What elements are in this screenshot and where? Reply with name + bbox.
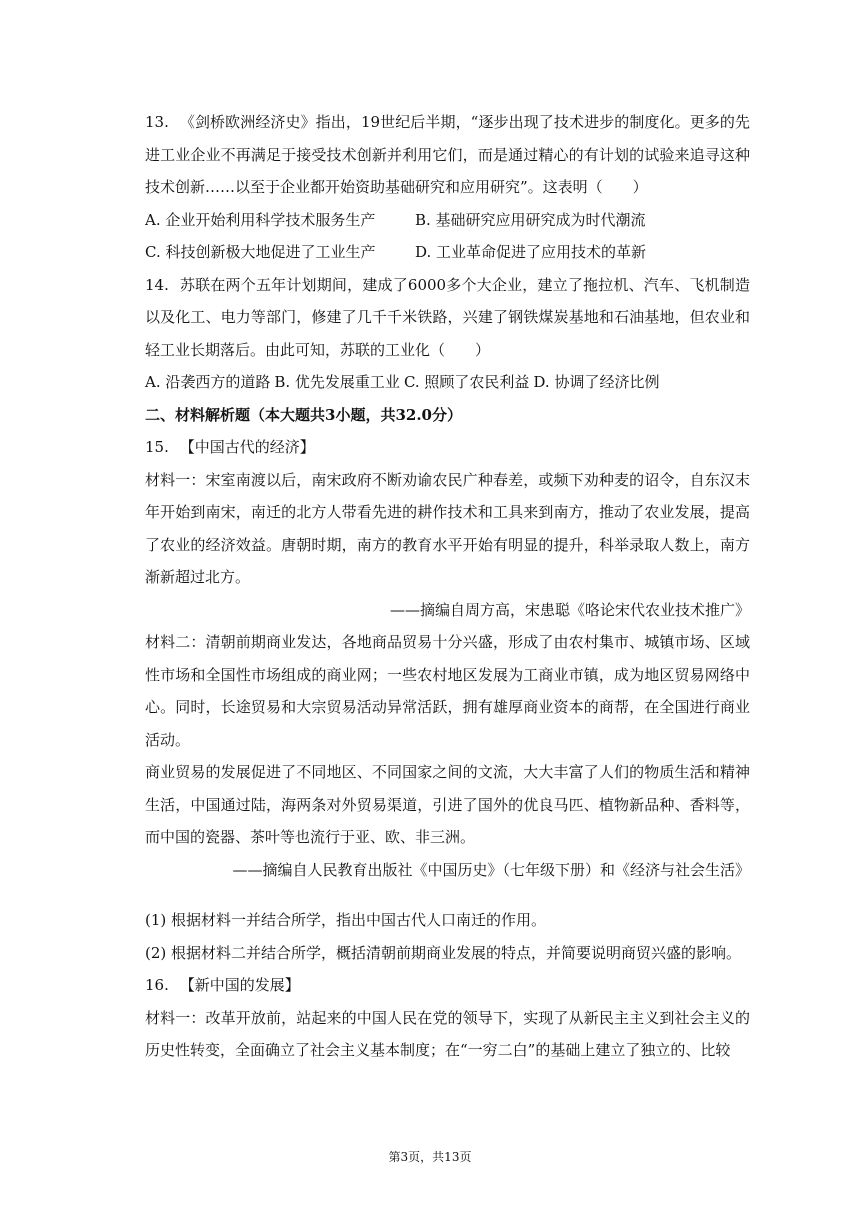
question-16-material-1: 材料一：改革开放前，站起来的中国人民在党的领导下，实现了从新民主主义到社会主义的历史性转变，全面确立了社会主义基本制度；在“一穷二白”的基础上建立了独立的、比较 bbox=[145, 1008, 750, 1059]
question-14-stem bbox=[145, 269, 750, 367]
question-15-material-1: 材料一：宋室南渡以后，南宋政府不断劝谕农民广种春差，或频下劝种麦的诏令，自东汉末年开始到南宋，南迁的北方人带看先进的耕作技术和工具来到南方，推动了农业发展，提高了农业的经济效益。唐朝时期，南方的教育水平开始有明显的提升，科举录取人数上，南方渐新超过北方。 bbox=[145, 470, 750, 586]
question-14-option-b: B. 优先发展重工业 bbox=[274, 373, 400, 391]
question-13-option-a: A. 企业开始利用科学技术服务生产 bbox=[145, 210, 376, 229]
question-13-number: 13. bbox=[145, 113, 169, 131]
question-15-material-2b: 商业贸易的发展促进了不同地区、不同国家之间的文流，大大丰富了人们的物质生活和精神生活，中国通过陆，海两条对外贸易渠道，引进了国外的优良马匹、植物新品种、香料等，而中国的瓷器、茶叶等也流行于亚、欧、非三洲。 bbox=[145, 763, 750, 846]
spacer bbox=[145, 886, 750, 904]
question-15-material-2: 材料二：清朝前期商业发达，各地商品贸易十分兴盛，形成了由农村集市、城镇市场、区域性市场和全国性市场组成的商业网；一些农村地区发展为工商业市镇，成为地区贸易网络中心。同时，长途贸易和大宗贸易活动异常活跃，拥有雄厚商业资本的商帮，在全国进行商业活动。 bbox=[145, 633, 750, 749]
question-14-option-a: A. 沿袭西方的道路 bbox=[145, 373, 271, 391]
question-15-sub-2: (2) 根据材料二并结合所学，概括清朝前期商业发展的特点，并简要说明商贸兴盛的影响。 bbox=[145, 943, 742, 962]
question-13-text: 《剑桥欧洲经济史》指出，19世纪后半期，“逐步出现了技术进步的制度化。更多的先进工业企业不再满足于接受技术创新并利用它们，而是通过精心的有计划的试验来追寻这种技术创新……以至于企业都开始资助基础研究和应用研究”。这表明（ ） bbox=[145, 113, 750, 196]
question-16-number: 16. bbox=[145, 976, 169, 994]
question-14-option-d: D. 协调了经济比例 bbox=[533, 373, 660, 391]
page-content bbox=[145, 106, 750, 1067]
question-13-option-c: C. 科技创新极大地促进了工业生产 bbox=[145, 243, 376, 261]
section-2-title: 二、材料解析题（本大题共3小题，共32.0分） bbox=[145, 405, 462, 424]
question-13-options-row-2 bbox=[145, 236, 750, 269]
question-15-heading bbox=[145, 431, 750, 464]
question-15-sub-1: (1) 根据材料一并结合所学，指出中国古代人口南迁的作用。 bbox=[145, 911, 547, 929]
question-16-heading bbox=[145, 969, 750, 1002]
question-14-options bbox=[145, 366, 750, 399]
question-15-title: 【中国古代的经济】 bbox=[179, 438, 315, 456]
question-15-source-2: ——摘编自人民教育出版社《中国历史》（七年级下册）和《经济与社会生活》 bbox=[232, 860, 750, 879]
question-13-option-b: B. 基础研究应用研究成为时代潮流 bbox=[415, 210, 646, 229]
question-13-option-d: D. 工业革命促进了应用技术的革新 bbox=[415, 243, 647, 261]
question-13-options-row-1 bbox=[145, 204, 750, 237]
question-14-text: 苏联在两个五年计划期间，建成了6000多个大企业，建立了拖拉机、汽车、飞机制造以及化工、电力等部门，修建了几千千米铁路，兴建了钢铁煤炭基地和石油基地，但农业和轻工业长期落后。由此可知，苏联的工业化（ ） bbox=[145, 275, 750, 359]
question-15-number: 15. bbox=[145, 438, 169, 456]
question-14-option-c: C. 照顾了农民利益 bbox=[403, 373, 530, 391]
question-16-title: 【新中国的发展】 bbox=[179, 976, 300, 994]
page-footer: 第3页，共13页 bbox=[388, 1150, 472, 1164]
question-13-stem bbox=[145, 106, 750, 204]
question-15-source-1: ——摘编自周方高，宋患聪《咯论宋代农业技术推广》 bbox=[389, 600, 750, 619]
question-14-number: 14. bbox=[145, 275, 169, 294]
